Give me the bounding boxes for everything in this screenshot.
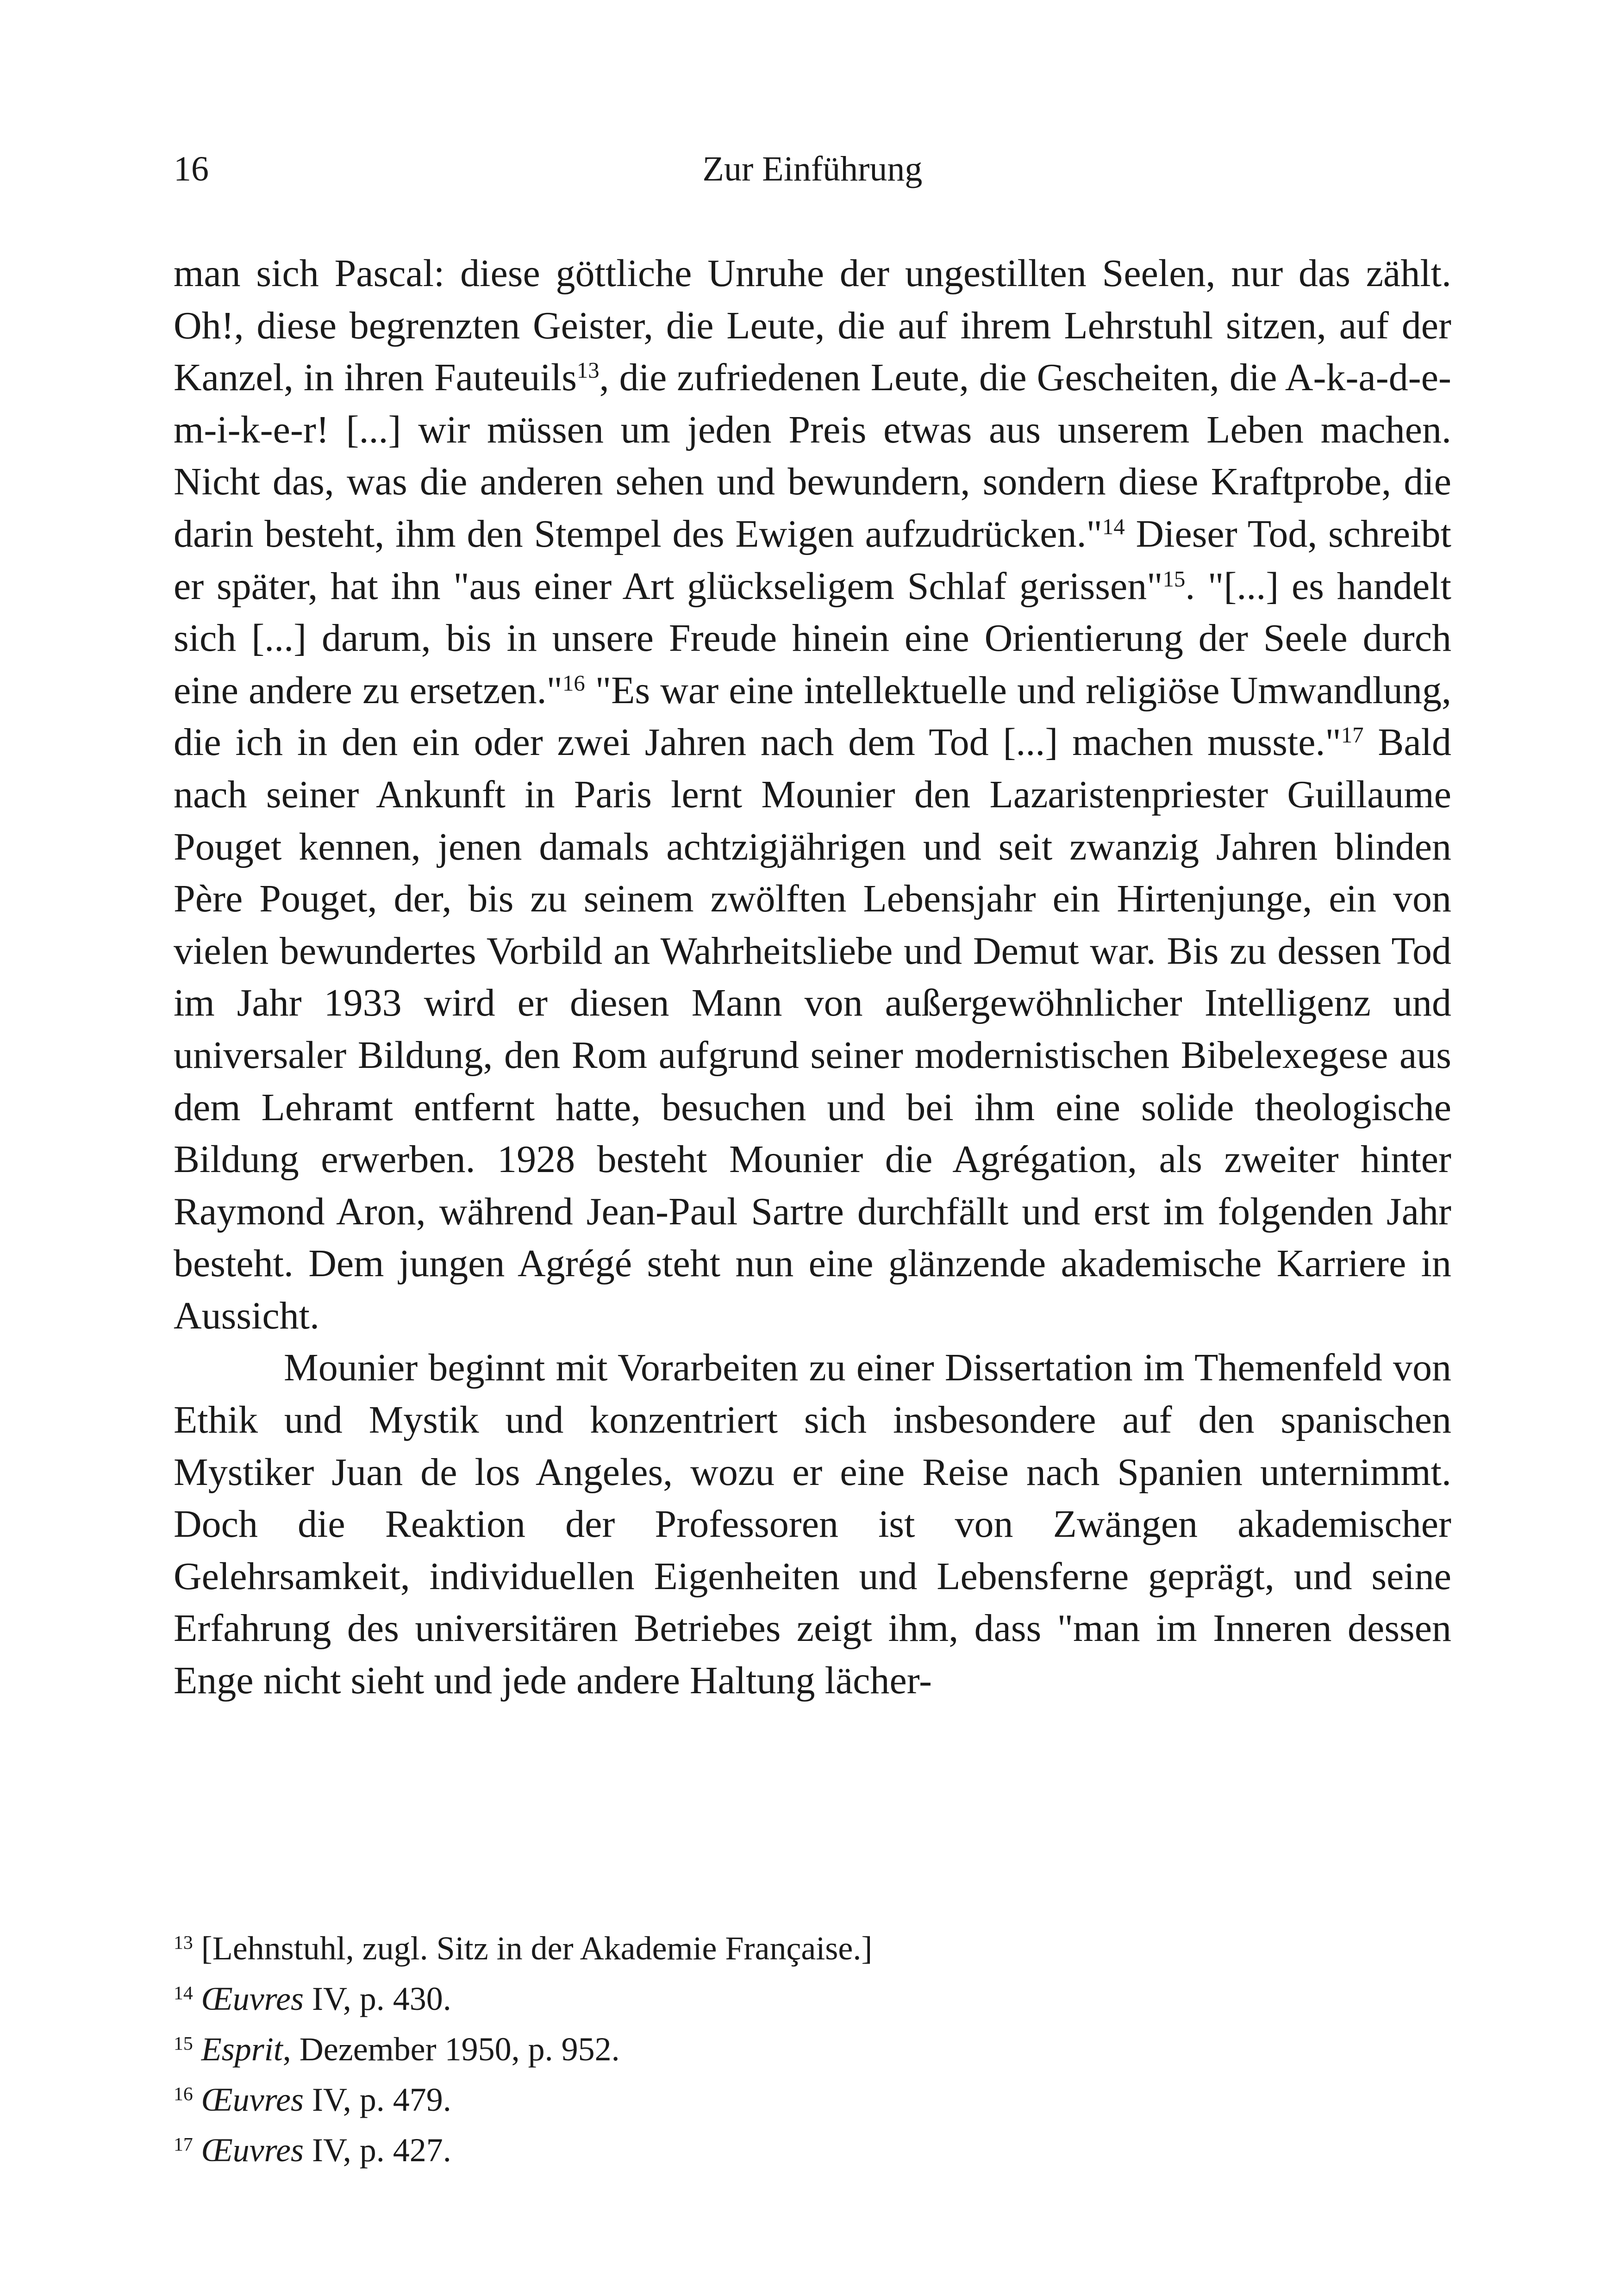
footnote-text: [Lehnstuhl, zugl. Sitz in der Akademie Française.] xyxy=(193,1930,873,1967)
footnote-text: IV, p. 430. xyxy=(304,1980,451,2017)
footnote xyxy=(174,1923,1451,1974)
running-title: Zur Einführung xyxy=(702,150,923,188)
footnote xyxy=(174,2024,1451,2075)
footnote-number: 16 xyxy=(174,2083,193,2105)
text-segment: man sich Pascal: diese göttliche Unruhe der ungestillten Seelen, nur das zählt. Oh!, diese begrenzten Geister, die Leute, die auf ihrem Lehrstuhl sitzen, auf der Kanzel, in ihren Fauteuils xyxy=(174,252,1451,399)
footnote xyxy=(174,2125,1451,2176)
footnote-italic: Œuvres xyxy=(201,2081,304,2118)
footnote-text: IV, p. 427. xyxy=(304,2132,451,2169)
footnote-number: 17 xyxy=(174,2134,193,2156)
text-segment: Bald nach seiner Ankunft in Paris lernt Mounier den Lazaristenpriester Guillaume Pouget kennen, jenen damals achtzigjährigen und seit zwanzig Jahren blinden Père Pouget, der, bis zu seinem zwölften Lebensjahr ein Hirtenjunge, ein von vielen bewundertes Vorbild an Wahrheitsliebe und Demut war. Bis zu dessen Tod im Jahr 1933 wird er diesen Mann von außergewöhnlicher Intelligenz und universaler Bildung, den Rom aufgrund seiner modernistischen Bibelexegese aus dem Lehramt entfernt hatte, besuchen und bei ihm eine solide theologische Bildung erwerben. 1928 besteht Mounier die Agrégation, als zweiter hinter Raymond Aron, während Jean-Paul Sartre durchfällt und erst im folgenden Jahr besteht. Dem jungen Agrégé steht nun eine glänzende akademische Karriere in Aussicht. xyxy=(174,721,1451,1337)
footnote xyxy=(174,2075,1451,2125)
main-text xyxy=(174,248,1451,1707)
footnote-ref-17: 17 xyxy=(1341,723,1364,748)
footnote-text: IV, p. 479. xyxy=(304,2081,451,2118)
footnote-ref-14: 14 xyxy=(1102,514,1125,540)
footnote-ref-13: 13 xyxy=(576,358,600,383)
footnote-text: , Dezember 1950, p. 952. xyxy=(282,2031,620,2068)
text-segment: Mounier beginnt mit Vorarbeiten zu einer Dissertation im Themenfeld von Ethik und Mystik und konzentriert sich insbesondere auf den spanischen Mystiker Juan de los Angeles, wozu er eine Reise nach Spanien unternimmt. Doch die Reaktion der Professoren ist von Zwängen akademischer Gelehrsamkeit, individuellen Eigenheiten und Lebensferne geprägt, und seine Erfahrung des universitären Betriebes zeigt ihm, dass "man im Inneren dessen Enge nicht sieht und jede andere Haltung lächer- xyxy=(174,1346,1451,1703)
text-segment: Dieser Tod, schreibt er später, hat ihn "aus einer Art glückseligem Schlaf gerissen" xyxy=(174,512,1451,608)
footnotes xyxy=(174,1923,1451,2176)
footnote-italic: Esprit xyxy=(201,2031,283,2068)
paragraph-1 xyxy=(174,248,1451,1342)
footnote xyxy=(174,1974,1451,2024)
text-segment: , die zufriedenen Leute, die Gescheiten, die A-k-a-d-e-m-i-k-e-r! [...] wir müssen um jeden Preis etwas aus unserem Leben machen. Nicht das, was die anderen sehen und bewundern, sondern diese Kraftprobe, die darin besteht, ihm den Stempel des Ewigen aufzudrücken." xyxy=(174,356,1451,555)
footnote-number: 13 xyxy=(174,1932,193,1954)
text-segment: . "[...] es handelt sich [...] darum, bis in unsere Freude hinein eine Orientierung der Seele durch eine andere zu ersetzen." xyxy=(174,564,1451,712)
footnote-italic: Œuvres xyxy=(201,1980,304,2017)
footnote-ref-16: 16 xyxy=(562,670,585,696)
footnote-number: 14 xyxy=(174,1983,193,2004)
paragraph-2 xyxy=(174,1342,1451,1707)
page-number: 16 xyxy=(174,150,209,188)
footnote-number: 15 xyxy=(174,2033,193,2055)
footnote-italic: Œuvres xyxy=(201,2132,304,2169)
page-header xyxy=(174,139,1451,199)
footnote-ref-15: 15 xyxy=(1162,566,1186,592)
text-segment: "Es war eine intellektuelle und religiöse Umwandlung, die ich in den ein oder zwei Jahren nach dem Tod [...] machen musste." xyxy=(174,668,1451,764)
